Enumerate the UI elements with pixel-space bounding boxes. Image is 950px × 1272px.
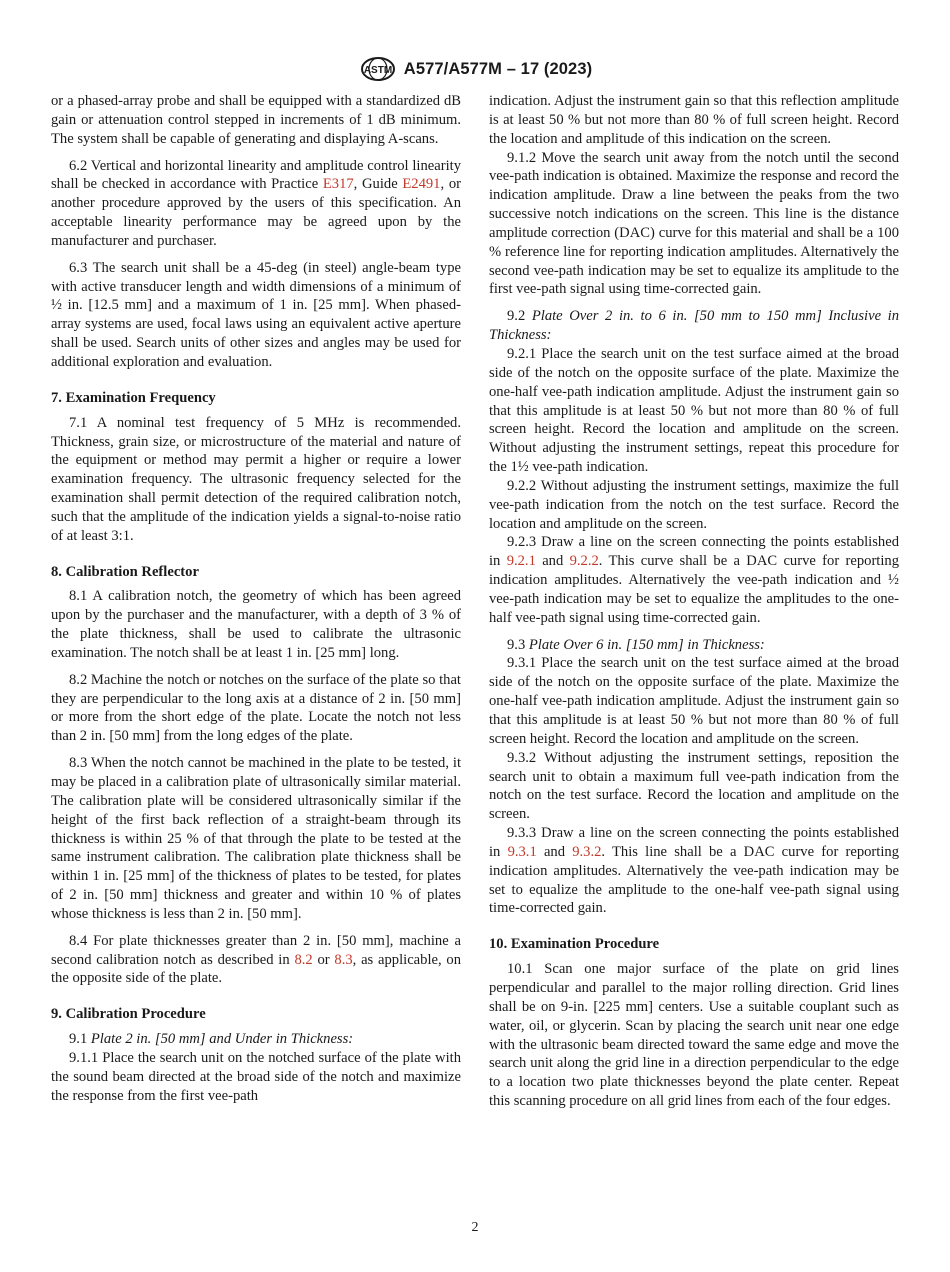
link-9-2-1[interactable]: 9.2.1: [506, 553, 536, 570]
page-number: 2: [471, 1220, 479, 1235]
link-e317[interactable]: E317: [322, 176, 354, 193]
paragraph-9-1-2: 9.1.2 Move the search unit away from the notch until the second vee-path indication is obtained. Maximize the response and record the indication amplitude. Draw a line between the peaks from the two successive notch indications on the screen. This line is the distance amplitude correction (DAC) curve for this material and shall be a 100 % reference line for reporting indication amplitudes. Alternatively the second vee-path indication may be set to equalize its amplitude to the first vee-path signal using time-corrected gain.: [489, 149, 899, 298]
paragraph-9-3-2: 9.3.2 Without adjusting the instrument settings, reposition the search unit to obtain a maximum full vee-path indication from the notch on the test surface. Record the location and amplitude on the screen.: [489, 749, 899, 823]
link-8-3[interactable]: 8.3: [334, 951, 353, 968]
paragraph-10-1: 10.1 Scan one major surface of the plate on grid lines perpendicular and parallel to the major rolling direction. Grid lines shall be on 9-in. [225 mm] centers. Use a suitable couplant such as water, oil, or glycerin. Scan by placing the search unit near one edge with the ultrasonic beam directed toward the same edge and move the search unit along the grid line in a direction perpendicular to the edge to a location two plate thicknesses beyond the plate center. Repeat this scanning procedure on all grid lines from each of the four edges.: [489, 961, 899, 1110]
paragraph-9-3: 9.3 Plate Over 6 in. [150 mm] in Thickness:: [507, 636, 765, 653]
page-header: [0, 55, 950, 83]
paragraph-8-2: 8.2 Machine the notch or notches on the surface of the plate so that they are perpendicular to the long axis at a distance of 2 in. [50 mm] or more from the short edge of the plate. Locate the notch not less than 2 in. [50 mm] from the long edges of the plate.: [51, 671, 461, 745]
document-designation: A577/A577M – 17 (2023): [403, 59, 593, 78]
paragraph-8-4: 8.4 For plate thicknesses greater than 2 in. [50 mm], machine a second calibration notch as described in 8.2 or 8.3, as applicable, on the opposite side of the plate.: [51, 932, 461, 987]
link-9-3-1[interactable]: 9.3.1: [507, 843, 537, 860]
paragraph-9-2-2: 9.2.2 Without adjusting the instrument settings, maximize the full vee-path indication from the notch on the test surface. Record the location and amplitude on the screen.: [489, 477, 899, 532]
paragraph-9-1-1-cont: indication. Adjust the instrument gain so that this reflection amplitude is at least 50 % but not more than 80 % of full screen height. Record the location and amplitude of this indication on the screen.: [489, 93, 899, 147]
paragraph-8-3: 8.3 When the notch cannot be machined in the plate to be tested, it may be placed in a calibration plate of ultrasonically similar material. The calibration plate will be considered ultrasonically similar if the height of the first back reflection of a straight-beam through its thickness is within 25 % of that through the plate to be tested at the same instrument calibration. The calibration plate thickness shall be within 1 in. [25 mm] of the thickness of plates to be tested, for plates of 2 in. [50 mm] thickness and greater and within 10 % of plates whose thickness is less than 2 in. [50 mm].: [51, 755, 461, 922]
left-column: [51, 92, 461, 1106]
paragraph-9-3-3: 9.3.3 Draw a line on the screen connecting the points established in 9.3.1 and 9.3.2. This line shall be a DAC curve for reporting indication amplitudes. Alternatively the vee-path indication may be set to equalize the amplitude to the one-half vee-path signal using time-corrected gain.: [489, 825, 899, 917]
paragraph-9-1-1: 9.1.1 Place the search unit on the notched surface of the plate with the sound beam directed at the broad side of the notch and maximize the response from the first vee-path: [51, 1049, 461, 1104]
section-7-heading: 7. Examination Frequency: [51, 389, 216, 406]
paragraph-9-2-3: 9.2.3 Draw a line on the screen connecting the points established in 9.2.1 and 9.2.2. This curve shall be a DAC curve for reporting indication amplitudes. Alternatively the vee-path indication and ½ vee-path indication may be set to equalize the amplitudes to the one-half vee-path signal using time-corrected gain.: [489, 534, 900, 626]
right-column: [489, 92, 899, 1111]
astm-logo-text: ASTM: [363, 65, 392, 76]
link-9-3-2[interactable]: 9.3.2: [572, 843, 602, 860]
paragraph-9-2: 9.2 Plate Over 2 in. to 6 in. [50 mm to 150 mm] Inclusive in Thickness:: [489, 308, 900, 344]
paragraph-6-2: 6.2 Vertical and horizontal linearity and amplitude control linearity shall be checked in accordance with Practice E317, Guide E2491, or another procedure approved by the users of this specification. An acceptable linearity performance may be agreed upon by the manufacturer and purchaser.: [51, 157, 461, 249]
paragraph-9-1: 9.1 Plate 2 in. [50 mm] and Under in Thickness:: [69, 1031, 354, 1048]
paragraph-6-1-cont: or a phased-array probe and shall be equipped with a standardized dB gain or attenuation control stepped in increments of 1 dB minimum. The system shall be capable of generating and displaying A-scans.: [51, 93, 461, 147]
link-e2491[interactable]: E2491: [402, 176, 441, 193]
paragraph-7-1: 7.1 A nominal test frequency of 5 MHz is recommended. Thickness, grain size, or microstructure of the material and nature of the equipment or method may permit a higher or require a lower examination frequency. The ultrasonic frequency selected for the examination shall permit detection of the required calibration notch, such that the amplitude of the indication yields a signal-to-noise ratio of at least 3:1.: [51, 414, 461, 544]
paragraph-6-3: 6.3 The search unit shall be a 45-deg (in steel) angle-beam type with active transducer length and width dimensions of a minimum of ½ in. [12.5 mm] and a maximum of 1 in. [25 mm]. When phased-array systems are used, focal laws using an equivalent active aperture shall be used. Search units of other sizes and angles may be used for additional exploration and evaluation.: [51, 259, 461, 370]
section-8-heading: 8. Calibration Reflector: [51, 563, 199, 580]
paragraph-9-2-1: 9.2.1 Place the search unit on the test surface aimed at the broad side of the notch on the opposite surface of the plate. Maximize the one-half vee-path indication amplitude. Adjust the instrument gain so that this amplitude is at least 50 % but not more than 80 % of full screen height. Record the location and amplitude on the screen. Without adjusting the instrument settings, repeat this procedure for the 1½ vee-path indication.: [489, 345, 899, 476]
paragraph-9-3-1: 9.3.1 Place the search unit on the test surface aimed at the broad side of the notch on the opposite surface of the plate. Maximize the one-half vee-path indication amplitude. Adjust the instrument gain so that this amplitude is at least 50 % but not more than 80 % of full screen height. Record the location and amplitude on the screen.: [489, 655, 899, 747]
section-9-heading: 9. Calibration Procedure: [51, 1006, 206, 1023]
paragraph-8-1: 8.1 A calibration notch, the geometry of which has been agreed upon by the purchaser and the manufacturer, with a depth of 3 % of the plate thickness, shall be used to calibrate the ultrasonic examination. The notch shall be at least 1 in. [25 mm] long.: [51, 588, 461, 661]
section-10-heading: 10. Examination Procedure: [489, 936, 660, 953]
astm-logo-icon: [358, 55, 398, 83]
link-8-2[interactable]: 8.2: [294, 951, 313, 968]
link-9-2-2[interactable]: 9.2.2: [569, 553, 599, 570]
